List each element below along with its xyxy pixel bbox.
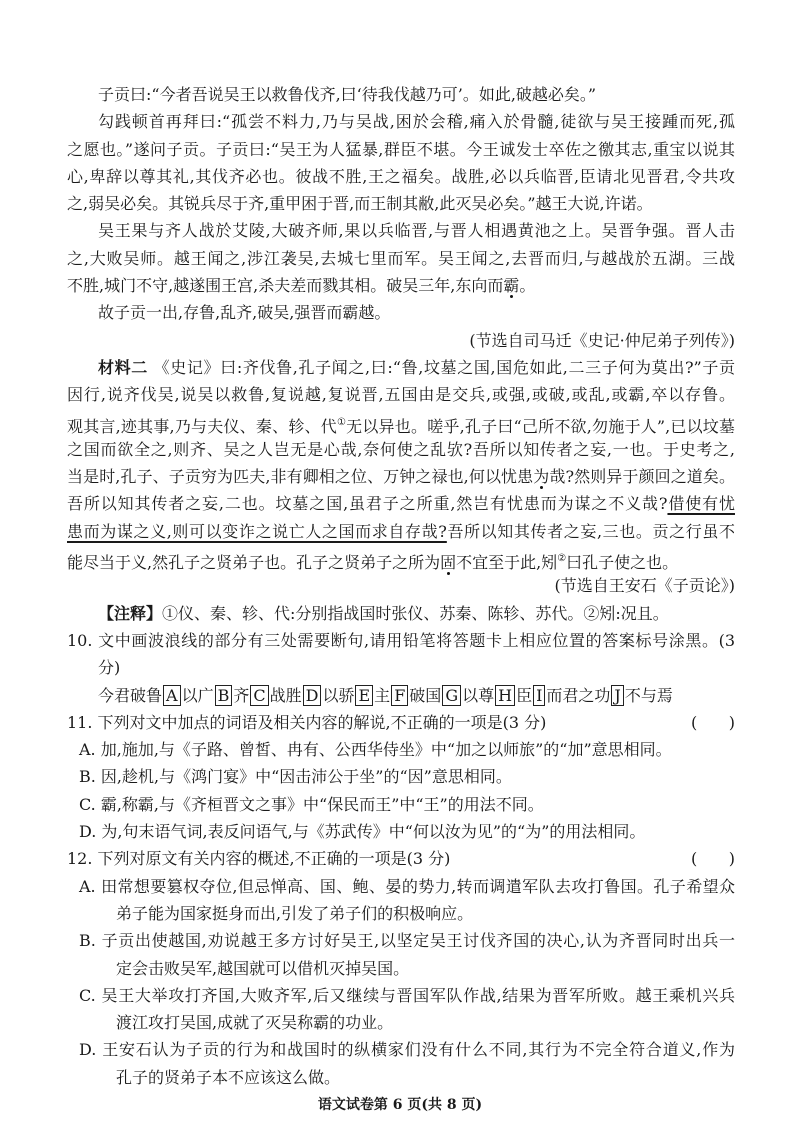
text-segment: ①仪、秦、轸、代:分别指战国时张仪、苏秦、陈轸、苏代。②矧:况且。 [162,603,669,623]
text-segment: B. 子贡出使越国,劝说越王多方讨好吴王,以坚定吴王讨伐齐国的决心,认为齐晋同时出兵一 [79,931,735,951]
text-line [67,108,735,135]
page-footer: 语文试卷第 6 页(共 8 页) [317,1097,483,1113]
text-segment: 以广 [181,685,214,705]
text-segment: 今君破鲁 [98,685,163,705]
text-line [67,299,735,326]
text-line [67,354,735,381]
bold-label: 【注释】 [98,603,163,623]
text-line [67,818,735,845]
text-line [67,190,735,217]
text-segment: A. 田常想要篡权夺位,但忌惮高、国、鲍、晏的势力,转而调遣军队去攻打鲁国。孔子希望众 [79,876,735,896]
paren-close: ) [728,712,735,732]
text-line [67,791,735,818]
text-line [67,436,735,463]
text-segment: 子贡曰:“今者吾说吴王以救鲁伐齐,曰‘待我伐越乃可’。如此,破越必矣。” [98,85,597,104]
answer-blank [691,709,735,736]
text-segment: 战胜 [269,685,302,705]
text-segment: 吾所以知其传者之妄,三也。贡之行虽不 [446,521,735,541]
text-segment: 定会击败吴军,越国就可以借机灭掉吴国。 [116,958,410,978]
text-line [67,873,735,900]
answer-option-box: I [533,685,545,706]
text-segment: C. 吴王大举攻打齐国,大败齐军,后又继续与晋国军队作战,结果为晋军所败。越王乘机兴兵 [79,985,735,1005]
emphasized-word: 霸 [503,276,520,296]
text-line [67,463,735,490]
text-line [67,682,735,709]
text-line [67,900,735,927]
text-line [67,1036,735,1063]
paren-open: ( [691,712,698,732]
text-segment: 以尊 [462,685,495,705]
emphasized-word: 为 [533,467,550,487]
answer-option-box: E [355,685,373,706]
paren-open: ( [691,849,698,869]
text-segment: 无以异也。嗟乎,孔子曰“己所不欲,勿施于人”,已以坟墓 [346,416,735,436]
text-segment: B. 因,趁机,与《鸿门宴》中“因击沛公于坐”的“因”意思相同。 [79,767,512,787]
bold-label: 材料二 [98,357,148,377]
emphasized-word: 固 [440,553,457,573]
text-line [67,736,735,763]
answer-blank [691,845,735,872]
source-citation [67,572,735,599]
text-segment: 之国而欲全之,则齐、吴之人岂无是心哉,奈何使之乱欤?吾所以知传者之妄,一也。于史考之, [67,439,735,459]
footnote-marker: ② [557,553,567,565]
text-line [67,272,735,299]
text-segment: 以骄 [322,685,355,705]
text-segment: 齐 [233,685,250,705]
text-line [67,490,735,517]
question-line [67,709,735,736]
text-segment: 哉?然则异于颜回之道矣。 [549,467,735,487]
answer-option-box: A [163,685,181,706]
text-line [67,163,735,190]
text-segment: 破国 [409,685,442,705]
text-line [67,217,735,244]
text-segment: 之愿也。”遂问子贡。子贡曰:“吴王为人猛暴,群臣不堪。今王诚发士卒佐之徼其志,重宝以说其 [67,139,735,159]
text-line [67,545,735,572]
text-segment: 弟子能为国家挺身而出,引发了弟子们的积极响应。 [116,903,474,923]
text-segment: 《史记》曰:齐伐鲁,孔子闻之,曰:“鲁,坟墓之国,国危如此,二三子何为莫出?”子贡 [147,357,735,377]
text-line [67,245,735,272]
text-segment: 孔子的贤弟子本不应该这么做。 [116,1067,341,1087]
text-segment: 心,卑辞以尊其礼,其伐齐必也。彼战不胜,王之福矣。战胜,必以兵临晋,臣请北见晋君,令共攻 [67,166,735,186]
text-segment: 因行,说齐伐吴,说吴以救鲁,复说越,复说晋,五国由是交兵,或强,或破,或乱,或霸,卒以存鲁。 [67,385,735,405]
text-segment: 12. 下列对原文有关内容的概述,不正确的一项是(3 分) [67,849,451,869]
text-segment: 分) [98,658,121,678]
text-line [67,982,735,1009]
text-segment: 之,大败吴师。越王闻之,涉江袭吴,去城七里而军。吴王闻之,去晋而归,与越战於五湖。三战 [67,248,735,268]
answer-option-box: B [215,685,233,706]
text-segment: 主 [374,685,391,705]
text-segment: 吾所以知其传者之妄,二也。坟墓之国,虽君子之所重,然岂有忧患而为谋之不义哉? [67,494,668,514]
text-line [67,518,735,545]
text-segment: 而君之功 [546,685,611,705]
text-segment: 故子贡一出,存鲁,乱齐,破吴,强晋而霸越。 [98,303,391,323]
exam-page-body [67,81,735,1091]
text-segment: 当是时,孔子、子贡穷为匹夫,非有卿相之位、万钟之禄也,何以忧患 [67,467,534,487]
text-segment: (节选自司马迁《史记·仲尼弟子列传》) [469,330,735,350]
text-segment: 勾践顿首再拜曰:“孤尝不料力,乃与吴战,困於会稽,痛入於骨髓,徒欲与吴王接踵而死,孤 [98,112,735,132]
question-line [67,627,735,654]
paren-close: ) [728,849,735,869]
text-segment: 11. 下列对文中加点的词语及相关内容的解说,不正确的一项是(3 分) [67,712,547,732]
text-segment: 渡江攻打吴国,成就了灭吴称霸的功业。 [116,1013,394,1033]
text-segment: 吴王果与齐人战於艾陵,大破齐师,果以兵临晋,与晋人相遇黄池之上。吴晋争强。晋人击 [98,221,735,241]
footnote-marker: ① [336,416,347,428]
text-segment: 曰孔子使之也。 [566,553,679,573]
answer-option-box: G [442,685,461,706]
text-segment: 不与焉 [624,685,673,705]
text-line [67,927,735,954]
source-citation [67,327,735,354]
text-segment: (节选自王安石《子贡论》) [554,576,735,596]
text-segment: 能尽当于义,然孔子之贤弟子也。孔子之贤弟子之所为 [67,553,441,573]
text-segment: D. 为,句末语气词,表反问语气,与《苏武传》中“何以汝为见”的“为”的用法相同。 [79,822,646,842]
text-line [67,1009,735,1036]
text-line [67,1064,735,1091]
text-line [67,955,735,982]
text-segment: 不胜,城门不守,越遂围王宫,杀夫差而戮其相。破吴三年,东向而 [67,276,504,296]
text-line [67,409,735,436]
text-segment: A. 加,施加,与《子路、曾皙、冉有、公西华侍坐》中“加之以师旅”的“加”意思相同。 [79,740,672,760]
text-line [67,654,735,681]
text-line [67,381,735,408]
text-segment: 臣 [516,685,533,705]
text-line [67,136,735,163]
text-segment: 不宜至于此,矧 [456,553,558,573]
text-segment: 10. 文中画波浪线的部分有三处需要断句,请用铅笔将答题卡上相应位置的答案标号涂黑。(3 [67,630,735,650]
text-segment: D. 王安石认为子贡的行为和战国时的纵横家们没有什么不同,其行为不完全符合道义,作为 [79,1040,735,1060]
text-line [67,763,735,790]
text-segment: C. 霸,称霸,与《齐桓晋文之事》中“保民而王”中“王”的用法不同。 [79,794,544,814]
text-segment: 。 [519,276,536,296]
answer-option-box: C [250,685,268,706]
answer-option-box: H [495,685,515,706]
text-segment: 观其言,迹其事,乃与夫仪、秦、轸、代 [67,416,337,436]
text-segment: 之,弱吴必矣。其锐兵尽于齐,重甲困于晋,而王制其敝,此灭吴必矣。”越王大说,许诺。 [67,194,653,214]
underlined-text: 借使有忧 [667,494,735,514]
answer-option-box: J [611,685,623,706]
question-line [67,845,735,872]
text-line [67,600,735,627]
answer-option-box: F [391,685,408,706]
text-line [67,81,735,108]
underlined-text: 患而为谋之义,则可以变诈之说亡人之国而求自存哉? [67,521,447,541]
answer-option-box: D [303,685,322,706]
